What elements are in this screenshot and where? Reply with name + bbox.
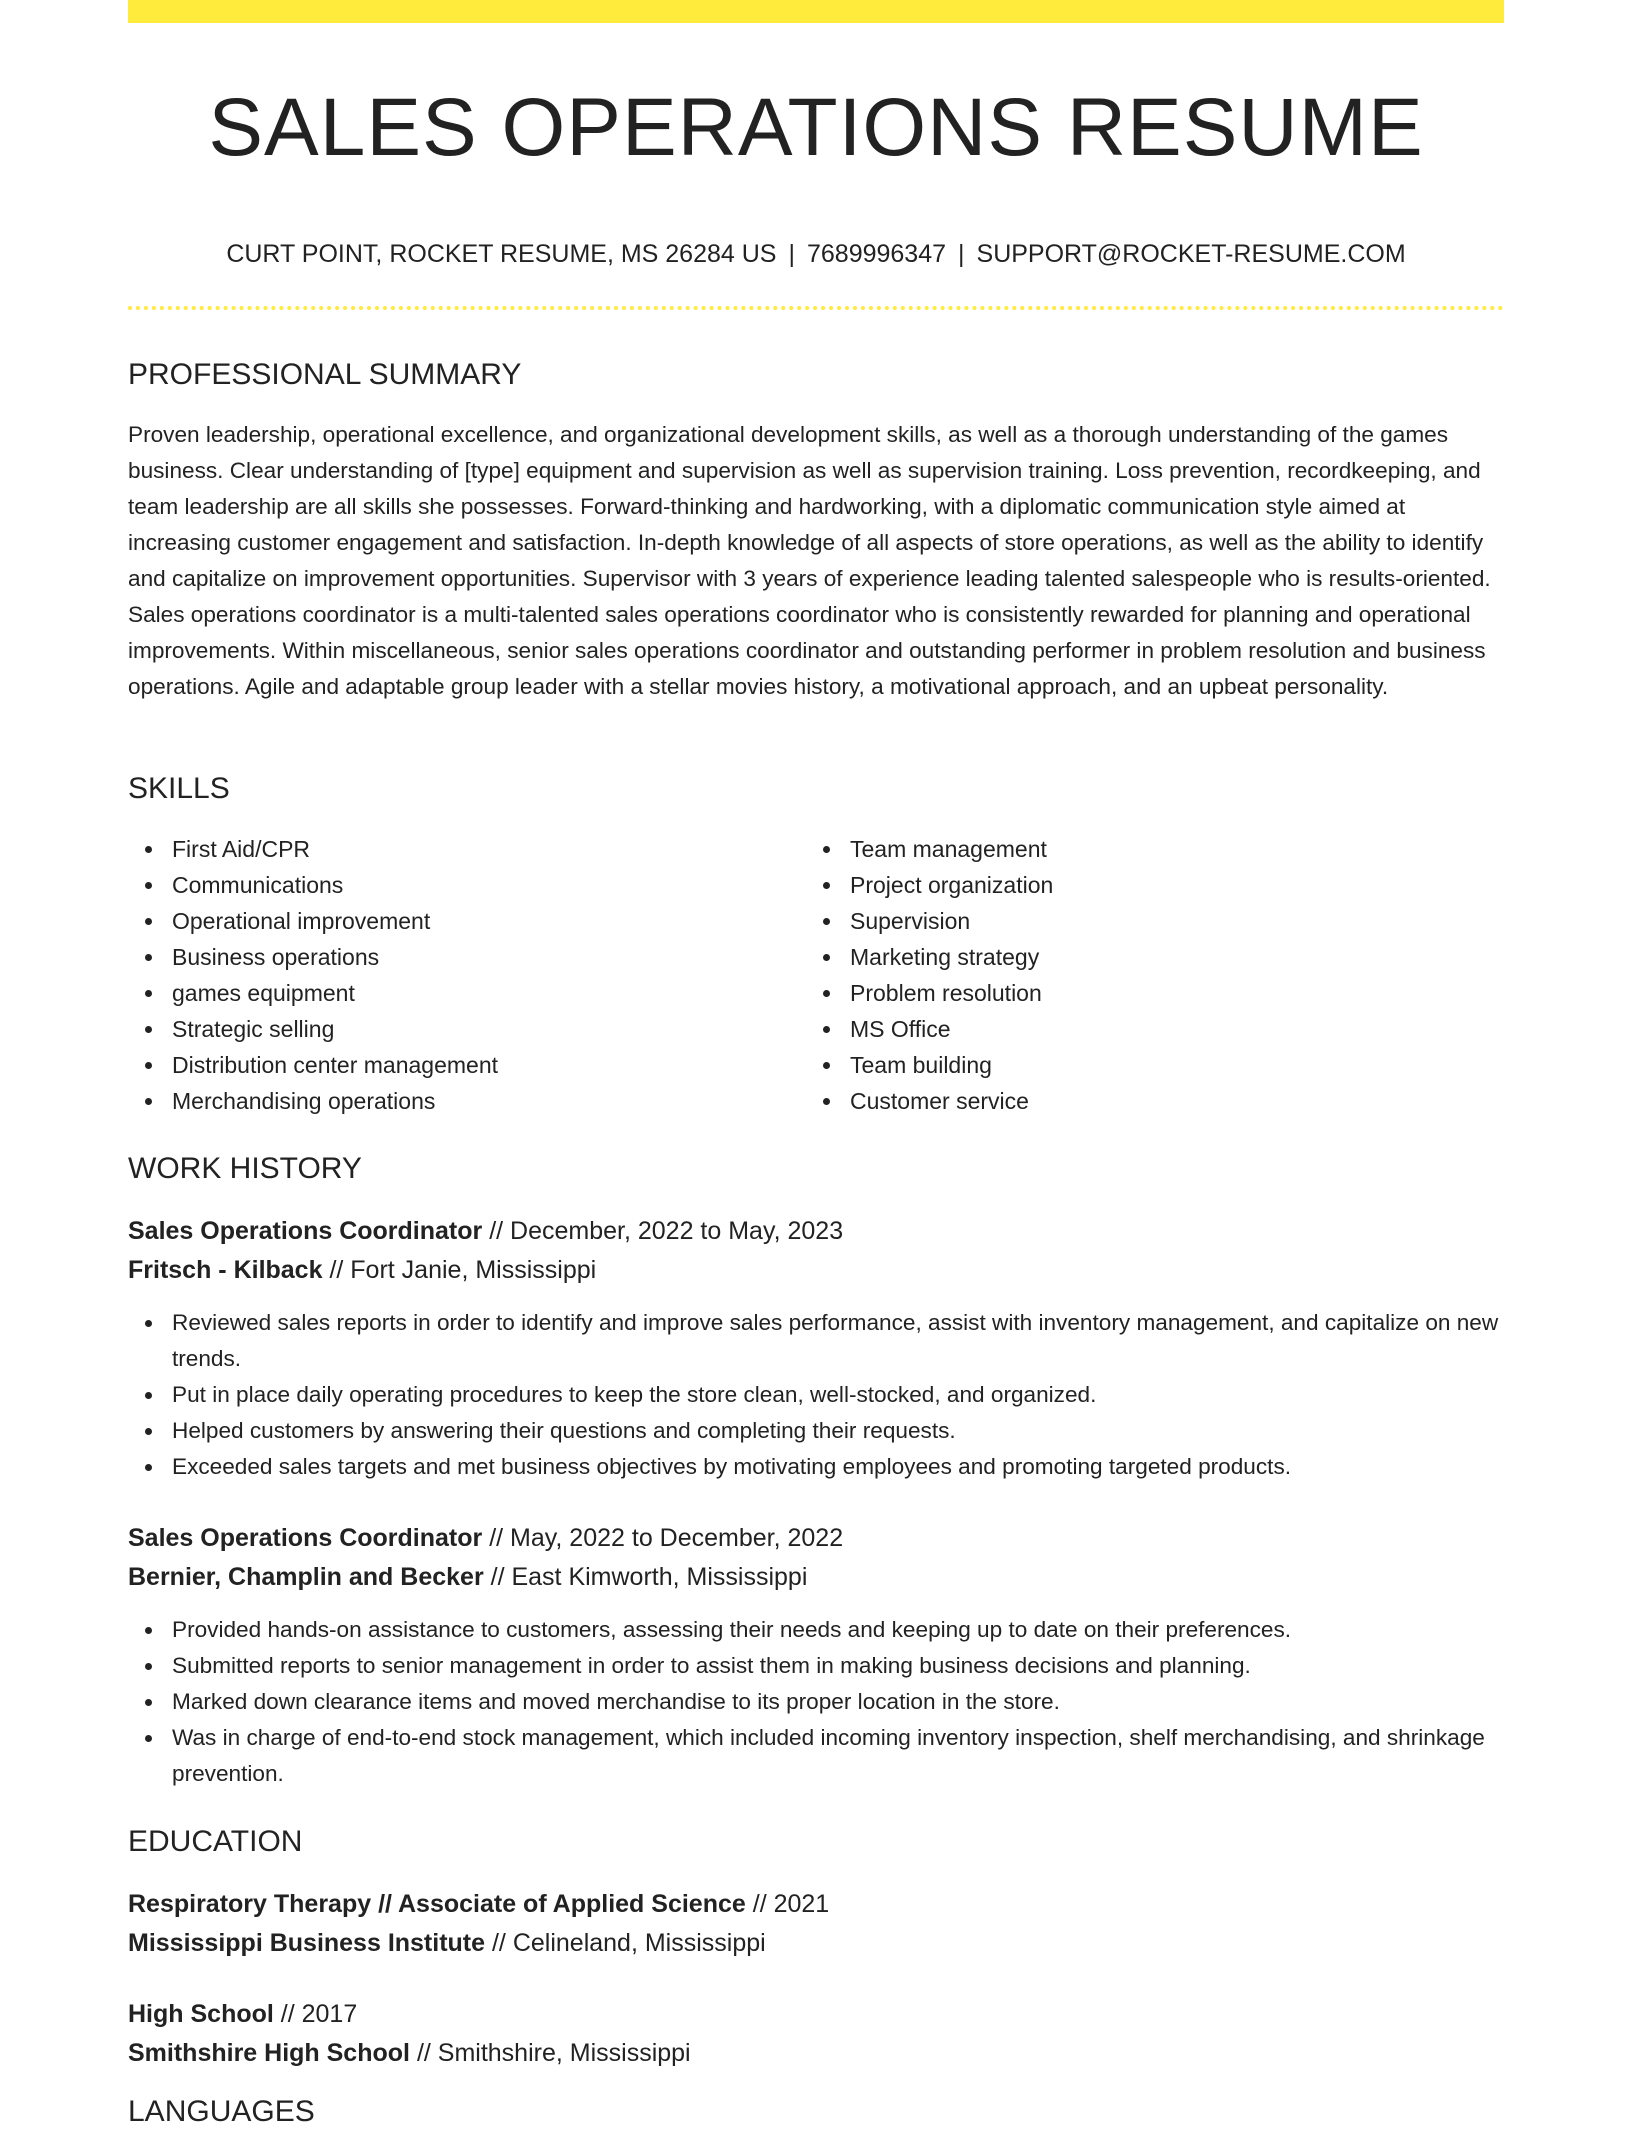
- job-bullets: [128, 1612, 1504, 1792]
- education-location: // Celineland, Mississippi: [491, 1929, 766, 1957]
- work-heading: WORK HISTORY: [128, 1152, 362, 1185]
- job-location: // Fort Janie, Mississippi: [329, 1256, 597, 1284]
- accent-top-bar: [128, 0, 1504, 23]
- contact-separator: |: [788, 240, 795, 268]
- education-year: // 2021: [752, 1890, 830, 1918]
- skill-item: Business operations: [128, 939, 768, 975]
- skills-heading: SKILLS: [128, 772, 230, 805]
- job-bullet: Reviewed sales reports in order to identify and improve sales performance, assist with inventory management, and capitalize on new trends.: [128, 1305, 1504, 1377]
- skill-item: Problem resolution: [806, 975, 1446, 1011]
- job-bullet: Provided hands-on assistance to customers, assessing their needs and keeping up to date on their preferences.: [128, 1612, 1504, 1648]
- education-school: Mississippi Business Institute: [128, 1929, 486, 1957]
- skills-list-right: [806, 831, 1446, 1119]
- education-degree: Respiratory Therapy // Associate of Applied Science: [128, 1890, 746, 1918]
- contact-email[interactable]: SUPPORT@ROCKET-RESUME.COM: [976, 240, 1406, 268]
- job-title: Sales Operations Coordinator: [128, 1524, 483, 1552]
- skill-item: Team building: [806, 1047, 1446, 1083]
- job-bullet: Submitted reports to senior management in order to assist them in making business decisions and planning.: [128, 1648, 1504, 1684]
- contact-address: CURT POINT, ROCKET RESUME, MS 26284 US: [226, 240, 777, 268]
- job-title: Sales Operations Coordinator: [128, 1217, 483, 1245]
- job-title-line: [128, 1518, 843, 1558]
- education-school-line: [128, 1923, 766, 1963]
- skill-item: Project organization: [806, 867, 1446, 903]
- education-heading: EDUCATION: [128, 1825, 303, 1858]
- skill-item: Marketing strategy: [806, 939, 1446, 975]
- summary-text: Proven leadership, operational excellence, and organizational development skills, as well as a thorough understanding of the games business. Clear understanding of [type] equipment and supervision as well as supervision training. Loss prevention, recordkeeping, and team leadership are all skills she possesses. Forward-thinking and hardworking, with a diplomatic communication style aimed at increasing customer engagement and satisfaction. In-depth knowledge of all aspects of store operations, as well as the ability to identify and capitalize on improvement opportunities. Supervisor with 3 years of experience leading talented salespeople who is results-oriented. Sales operations coordinator is a multi-talented sales operations coordinator who is consistently rewarded for planning and operational improvements. Within miscellaneous, senior sales operations coordinator and outstanding performer in problem resolution and business operations. Agile and adaptable group leader with a stellar movies history, a motivational approach, and an upbeat personality.: [128, 422, 1491, 699]
- job-bullet: Put in place daily operating procedures to keep the store clean, well-stocked, and organized.: [128, 1377, 1504, 1413]
- job-company-line: [128, 1250, 596, 1290]
- job-bullet: Marked down clearance items and moved merchandise to its proper location in the store.: [128, 1684, 1504, 1720]
- education-year: // 2017: [280, 2000, 358, 2028]
- job-company: Fritsch - Kilback: [128, 1256, 323, 1284]
- education-school: Smithshire High School: [128, 2039, 410, 2067]
- skill-item: Customer service: [806, 1083, 1446, 1119]
- skills-list-left: [128, 831, 768, 1119]
- job-location: // East Kimworth, Mississippi: [490, 1563, 808, 1591]
- skill-item: Distribution center management: [128, 1047, 768, 1083]
- skill-item: Team management: [806, 831, 1446, 867]
- job-bullet: Was in charge of end-to-end stock management, which included incoming inventory inspection, shelf merchandising, and shrinkage prevention.: [128, 1720, 1504, 1792]
- job-dates: // December, 2022 to May, 2023: [489, 1217, 844, 1245]
- education-school-line: [128, 2033, 691, 2073]
- skill-item: Merchandising operations: [128, 1083, 768, 1119]
- job-company: Bernier, Champlin and Becker: [128, 1563, 484, 1591]
- skill-item: games equipment: [128, 975, 768, 1011]
- dotted-divider: [128, 306, 1504, 310]
- contact-line: [128, 236, 1504, 272]
- skill-item: Supervision: [806, 903, 1446, 939]
- summary-heading: PROFESSIONAL SUMMARY: [128, 358, 522, 391]
- education-degree-line: [128, 1884, 829, 1924]
- job-company-line: [128, 1557, 807, 1597]
- contact-phone[interactable]: 7689996347: [806, 240, 947, 268]
- job-bullet: Exceeded sales targets and met business objectives by motivating employees and promoting targeted products.: [128, 1449, 1504, 1485]
- skill-item: First Aid/CPR: [128, 831, 768, 867]
- contact-separator: |: [958, 240, 965, 268]
- skill-item: Operational improvement: [128, 903, 768, 939]
- languages-heading: LANGUAGES: [128, 2095, 315, 2128]
- skill-item: Communications: [128, 867, 768, 903]
- job-bullet: Helped customers by answering their questions and completing their requests.: [128, 1413, 1504, 1449]
- education-location: // Smithshire, Mississippi: [416, 2039, 691, 2067]
- job-title-line: [128, 1211, 843, 1251]
- job-dates: // May, 2022 to December, 2022: [489, 1524, 844, 1552]
- job-bullets: [128, 1305, 1504, 1485]
- skill-item: MS Office: [806, 1011, 1446, 1047]
- page-title: SALES OPERATIONS RESUME: [208, 82, 1424, 173]
- skill-item: Strategic selling: [128, 1011, 768, 1047]
- education-degree-line: [128, 1994, 357, 2034]
- education-degree: High School: [128, 2000, 274, 2028]
